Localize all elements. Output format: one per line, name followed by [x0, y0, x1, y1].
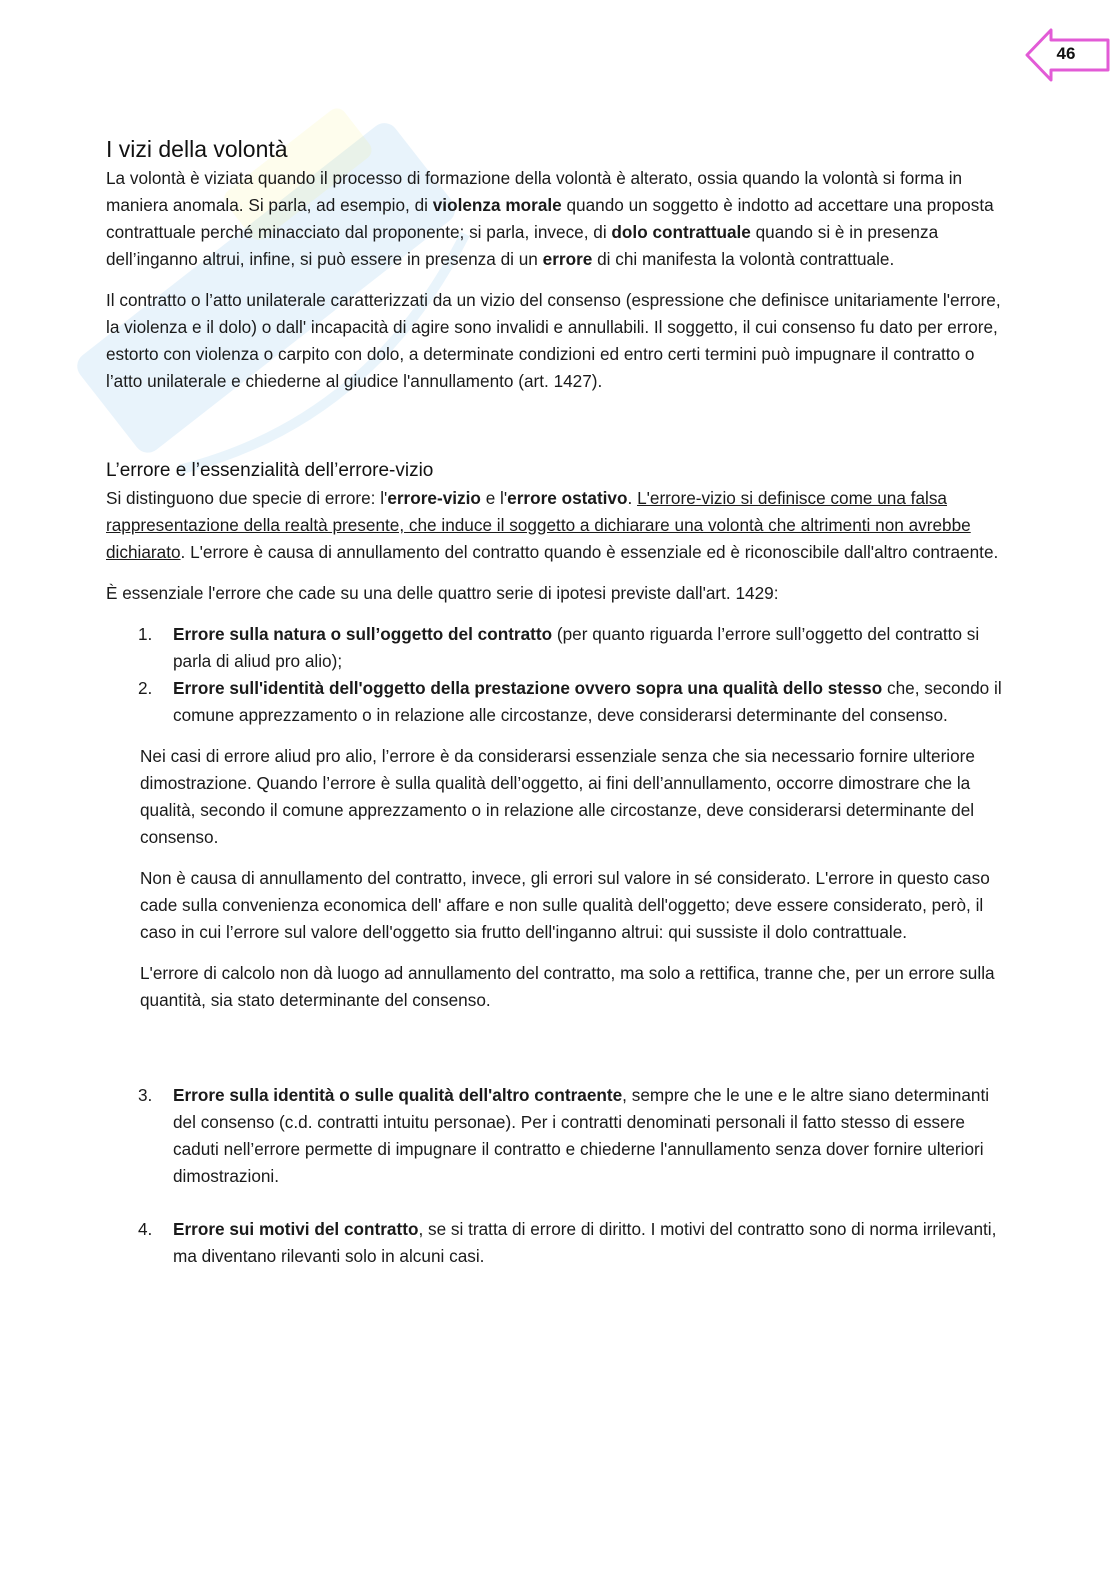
ipotesi-list-continued: [106, 1082, 1006, 1190]
note-paragraph: L'errore di calcolo non dà luogo ad annullamento del contratto, ma solo a rettifica, tranne che, per un errore sulla quantità, sia stato determinante del consenso.: [140, 963, 995, 1010]
definition-underlined: L'errore-vizio si definisce come una falsa rappresentazione della realtà presente, che induce il soggetto a dichiarare una volontà che altrimenti non avrebbe dichiarato: [106, 488, 971, 562]
note-paragraph: Nei casi di errore aliud pro alio, l’errore è da considerarsi essenziale senza che sia necessario fornire ulteriore dimostrazione. Quando l’errore è sulla qualità dell’oggetto, ai fini dell’annullamento, occorre dimostrare che la qualità, secondo il comune apprezzamento o in relazione alle circostanze, deve considerarsi determinante del consenso.: [140, 746, 975, 847]
page-number: 46: [1056, 44, 1076, 63]
section-title-errore: L’errore e l’essenzialità dell’errore-vizio: [106, 460, 434, 481]
list-item: 4. Errore sui motivi del contratto, se si tratta di errore di diritto. I motivi del contratto sono di norma irrilevanti, ma diventano rilevanti solo in alcuni casi.: [138, 1219, 997, 1266]
list-item: 3. Errore sulla identità o sulle qualità dell'altro contraente, sempre che le une e le altre siano determinanti del consenso (c.d. contratti intuitu personae). Per i contratti denominati personali il fatto stesso di essere caduti nell’errore permette di impugnare il contratto e chiederne l'annullamento senza dover fornire ulteriori dimostrazioni.: [138, 1085, 990, 1186]
paragraph-annullabilita: Il contratto o l’atto unilaterale caratterizzati da un vizio del consenso (espressione che definisce unitariamente l'errore, la violenza e il dolo) o dall' incapacità di agire sono invalidi e annullabili. Il soggetto, il cui consenso fu dato per errore, estorto con violenza o carpito con dolo, a determinate condizioni ed entro certi termini può impugnare il contratto o l’atto unilaterale e chiederne al giudice l'annullamento (art. 1427).: [106, 290, 1001, 391]
list-item: 2. Errore sull'identità dell'oggetto della prestazione ovvero sopra una qualità dello stesso che, secondo il comune apprezzamento o in relazione alle circostanze, deve considerarsi determinante del consenso.: [138, 678, 1002, 725]
document-body: [106, 133, 1006, 1284]
ipotesi-list: [106, 621, 1006, 729]
paragraph-vizi-intro: La volontà è viziata quando il processo di formazione della volontà è alterato, ossia quando la volontà si forma in maniera anomala. Si parla, ad esempio, di violenza morale quando un soggetto è indotto ad accettare una proposta contrattuale perché minacciato dal proponente; si parla, invece, di dolo contrattuale quando si è in presenza dell’inganno altrui, infine, si può essere in presenza di un errore di chi manifesta la volontà contrattuale.: [106, 168, 994, 269]
term-dolo-contrattuale: dolo contrattuale: [611, 222, 751, 242]
ipotesi-list-continued-2: [106, 1216, 1006, 1270]
list-item: 1. Errore sulla natura o sull’oggetto del contratto (per quanto riguarda l’errore sull’oggetto del contratto si parla di aliud pro alio);: [138, 624, 980, 671]
term-violenza-morale: violenza morale: [432, 195, 562, 215]
term-errore-ostativo: errore ostativo: [507, 488, 628, 508]
paragraph-errore-specie: Si distinguono due specie di errore: l'errore-vizio e l'errore ostativo. L'errore-vizio si definisce come una falsa rappresentazione della realtà presente, che induce il soggetto a dichiarare una volontà che altrimenti non avrebbe dichiarato. L'errore è causa di annullamento del contratto quando è essenziale ed è riconoscibile dall'altro contraente.: [106, 488, 999, 562]
note-paragraph: Non è causa di annullamento del contratto, invece, gli errori sul valore in sé considerato. L'errore in questo caso cade sulla convenienza economica dell' affare e non sulle qualità dell'oggetto; deve essere considerato, però, il caso in cui l’errore sul valore dell'oggetto sia frutto dell'inganno altrui: qui sussiste il dolo contrattuale.: [140, 868, 990, 942]
paragraph-essenziale: È essenziale l'errore che cade su una delle quattro serie di ipotesi previste dall'art. 1429:: [106, 583, 779, 603]
section-title-vizi: I vizi della volontà: [106, 136, 288, 162]
term-errore-vizio: errore-vizio: [387, 488, 481, 508]
indented-notes: [106, 743, 1006, 1014]
term-errore: errore: [542, 249, 593, 269]
